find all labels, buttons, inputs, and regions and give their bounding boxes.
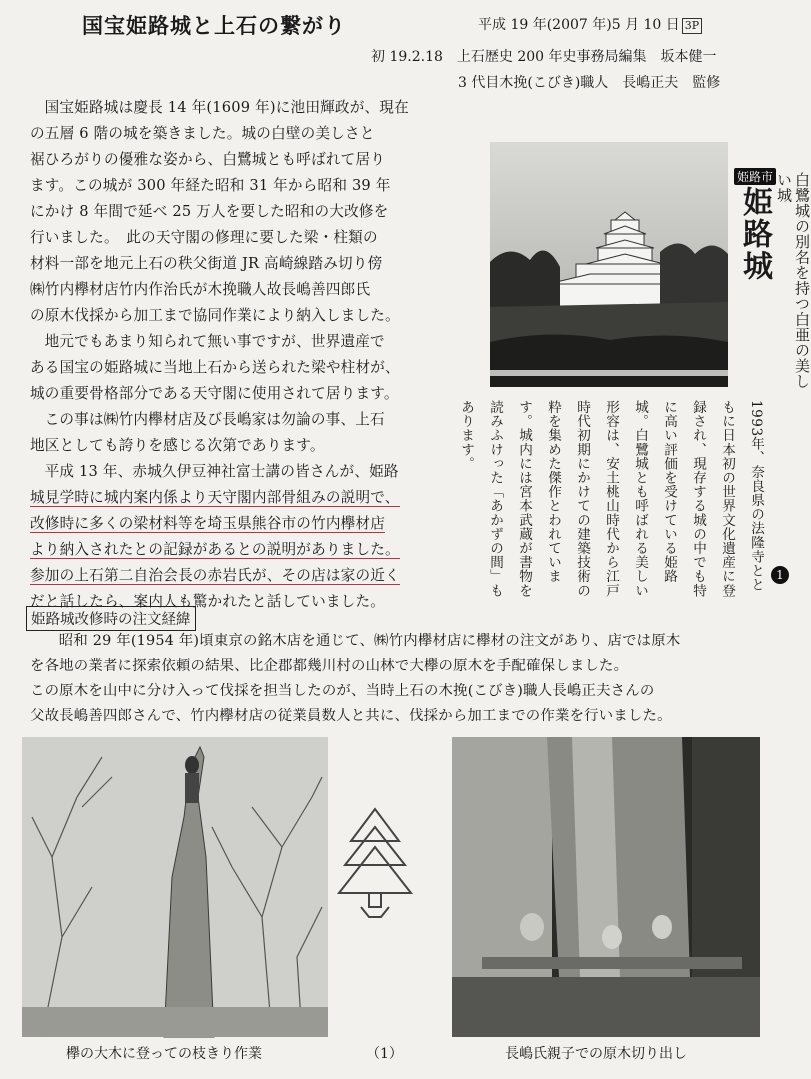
log-cutting-photo [452,737,760,1037]
castle-name: 姫路城 [737,186,772,282]
himeji-castle-photo [490,142,728,387]
text-line: 材料一部を地元上石の秩父街道 JR 高崎線踏み切り傍 [30,255,383,272]
text-line: ます。この城が 300 年経た昭和 31 年から昭和 39 年 [30,177,391,194]
sidebar-number-badge: 1 [771,566,789,584]
text-line: の原木伐採から加工まで協同作業により納入しました。 [30,307,400,324]
underlined-line: 城見学時に城内案内係より天守閣内部骨組みの説明で、 [30,489,400,506]
left-photo-caption: 欅の大木に登っての枝きり作業 [66,1046,262,1062]
log-cutting-image [452,737,760,1037]
castle-description: 1993年、奈良県の法隆寺とともに日本初の世界文化遺産に登録され、現存する城の中でも特に高い評価を受けている姫路城。白鷺城とも呼ばれる美しい形容は、安土桃山時代から江戸時代初期にかけての建築技術の粋を集めた傑作とわれています。城内には宮本武蔵が書物を読みふけった「あかずの間」もあります。 [458,400,764,598]
tree-icon [333,805,418,925]
text-line: 裾ひろがりの優雅な姿から、白鷺城とも呼ばれて居り [30,151,386,168]
text-line: この事は㈱竹内欅材店及び長嶋家は勿論の事、上石 [44,411,385,428]
section-heading: 姫路城改修時の注文経緯 [26,606,196,631]
castle-subtitle: 白鷺城の別名を持つ白亜の美しい城 [775,172,811,389]
text-line: 国宝姫路城は慶長 14 年(1609 年)に池田輝政が、現在 [44,99,409,116]
tree-climbing-photo [22,737,328,1037]
text-line: 地区としても誇りを感じる次第であります。 [30,437,325,454]
text-line: 昭和 29 年(1954 年)頃東京の銘木店を通じて、㈱竹内欅材店に欅材の注文があり、店では原木 [58,633,681,649]
text-line: 地元でもあまり知られて無い事ですが、世界遺産で [44,333,385,350]
text-line: この原木を山中に分け入って伐採を担当したのが、当時上石の木挽(こびき)職人長嶋正夫さんの [30,683,655,699]
date-text: 平成 19 年(2007 年)5 月 10 日 [478,17,680,33]
credit-editor: 初 19.2.18 上石歴史 200 年史事務局編集 坂本健一 [371,49,717,65]
text-line: 城の重要骨格部分である天守閣に使用されて居ります。 [30,385,399,402]
text-line: 平成 13 年、赤城久伊豆神社富士講の皆さんが、姫路 [44,463,399,480]
underlined-line: 参加の上石第二自治会長の赤岩氏が、その店は家の近く [30,567,400,584]
underlined-line: 改修時に多くの梁材料等を埼玉県熊谷市の竹内欅材店 [30,515,386,532]
text-line: の五層 6 階の城を築きました。城の白壁の美しさと [30,125,375,142]
credit-supervisor: 3 代目木挽(こびき)職人 長嶋正夫 監修 [458,75,721,91]
page-number: （1） [366,1046,403,1062]
text-line: 行いました。 此の天守閣の修理に要した梁・柱類の [30,229,378,246]
text-line: にかけ 8 年間で延べ 25 万人を要した昭和の大改修を [30,203,389,220]
text-line: ㈱竹内欅材店竹内作治氏が木挽職人故長嶋善四郎氏 [30,281,371,298]
underlined-line: より納入されたとの記録があるとの説明がありました。 [30,541,400,558]
issue-number-badge: 3P [682,18,702,34]
section-paragraph [30,629,790,729]
text-line: 父故長嶋善四郎さんで、竹内欅材店の従業員数人と共に、伐採から加工までの作業を行いました。 [30,708,672,724]
region-label: 姫路市 [734,168,776,185]
page-title: 国宝姫路城と上石の繋がり [82,13,346,38]
article-paragraph-1 [30,95,470,329]
article-paragraph-4 [30,459,480,615]
text-line: を各地の業者に探索依頼の結果、比企郡都幾川村の山林で大欅の原木を手配確保しました。 [30,658,629,674]
tree-climbing-image [22,737,328,1037]
article-paragraph-2 [30,329,470,407]
text-line: ある国宝の姫路城に当地上石から送られた梁や柱材が、 [30,359,400,376]
castle-image [490,142,728,387]
publication-date [478,14,702,34]
article-paragraph-3 [30,407,470,459]
right-photo-caption: 長嶋氏親子での原木切り出し [505,1046,687,1062]
text-line: だと話したら、案内人も驚かれたと話していました。 [30,593,386,610]
